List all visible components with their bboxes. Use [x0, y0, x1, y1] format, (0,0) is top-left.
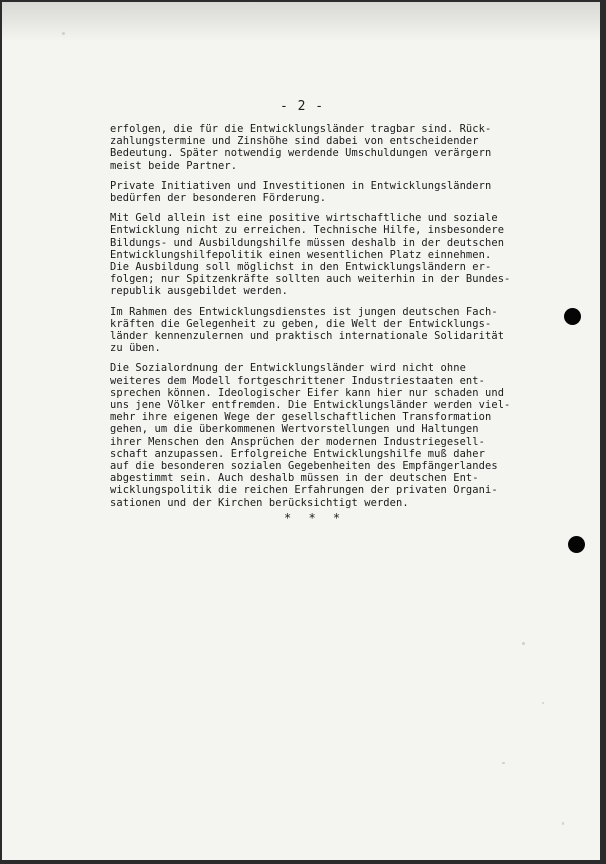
punch-hole-top	[564, 308, 581, 325]
text-line: bedürfen der besonderen Förderung.	[110, 192, 327, 205]
text-line: folgen; nur Spitzenkräfte sollten auch weiterhin in der Bundes-	[110, 273, 511, 286]
text-line: Bedeutung. Später notwendig werdende Umschuldungen verärgern	[110, 147, 492, 160]
text-line: schaft anzupassen. Erfolgreiche Entwicklungshilfe muß daher	[110, 447, 485, 460]
paragraph-3	[110, 212, 570, 297]
text-line: mehr ihre eigenen Wege der gesellschaftlichen Transformation	[110, 411, 492, 424]
scan-speck	[62, 32, 65, 35]
text-line: zu üben.	[110, 342, 161, 355]
page-number: - 2 -	[280, 99, 325, 114]
text-line: Bildungs- und Ausbildungshilfe müssen deshalb in der deutschen	[110, 236, 505, 249]
scan-speck	[562, 822, 564, 825]
text-line: Entwicklungshilfepolitik einen wesentlichen Platz einnehmen.	[110, 248, 492, 261]
text-line: uns jene Völker entfremden. Die Entwicklungsländer werden viel-	[110, 399, 511, 412]
section-break: * * *	[284, 511, 346, 525]
text-line: kräften die Gelegenheit zu geben, die Welt der Entwicklungs-	[110, 317, 492, 330]
text-line: Mit Geld allein ist eine positive wirtschaftliche und soziale	[110, 212, 498, 225]
scan-speck	[502, 762, 505, 764]
text-line: zahlungstermine und Zinshöhe sind dabei von entscheidender	[110, 135, 479, 148]
text-line: sprechen können. Ideologischer Eifer kann hier nur schaden und	[110, 386, 505, 399]
text-line: auf die besonderen sozialen Gegebenheiten des Empfängerlandes	[110, 460, 498, 473]
text-line: republik ausgebildet werden.	[110, 285, 288, 298]
text-line: ihrer Menschen den Ansprüchen der modernen Industriegesell-	[110, 435, 485, 448]
text-line: Die Ausbildung soll möglichst in den Entwicklungsländern er-	[110, 261, 492, 274]
punch-hole-bottom	[568, 536, 585, 553]
document-page	[2, 2, 600, 860]
paragraph-2	[110, 180, 570, 204]
scan-speck	[542, 702, 544, 704]
text-line: Entwicklung nicht zu erreichen. Technische Hilfe, insbesondere	[110, 224, 505, 237]
scan-speck	[522, 642, 525, 645]
text-line: abgestimmt sein. Auch deshalb müssen in der deutschen Ent-	[110, 472, 479, 485]
paragraph-5	[110, 362, 570, 508]
text-line: länder kennenzulernen und praktisch internationale Solidarität	[110, 330, 505, 343]
text-line: Die Sozialordnung der Entwicklungsländer wird nicht ohne	[110, 362, 466, 375]
body-text	[110, 123, 570, 517]
text-line: erfolgen, die für die Entwicklungsländer tragbar sind. Rück-	[110, 123, 492, 135]
text-line: meist beide Partner.	[110, 159, 238, 172]
text-line: wicklungspolitik die reichen Erfahrungen der privaten Organi-	[110, 484, 498, 497]
text-line: weiteres dem Modell fortgeschrittener Industriestaaten ent-	[110, 374, 485, 387]
text-line: gehen, um die überkommenen Wertvorstellungen und Haltungen	[110, 423, 479, 436]
text-line: sationen und der Kirchen berücksichtigt werden.	[110, 496, 409, 509]
paragraph-4	[110, 306, 570, 355]
text-line: Im Rahmen des Entwicklungsdienstes ist jungen deutschen Fach-	[110, 305, 498, 318]
text-line: Private Initiativen und Investitionen in Entwicklungsländern	[110, 179, 492, 192]
paragraph-1	[110, 123, 570, 172]
scan-edge-shadow	[2, 2, 600, 42]
